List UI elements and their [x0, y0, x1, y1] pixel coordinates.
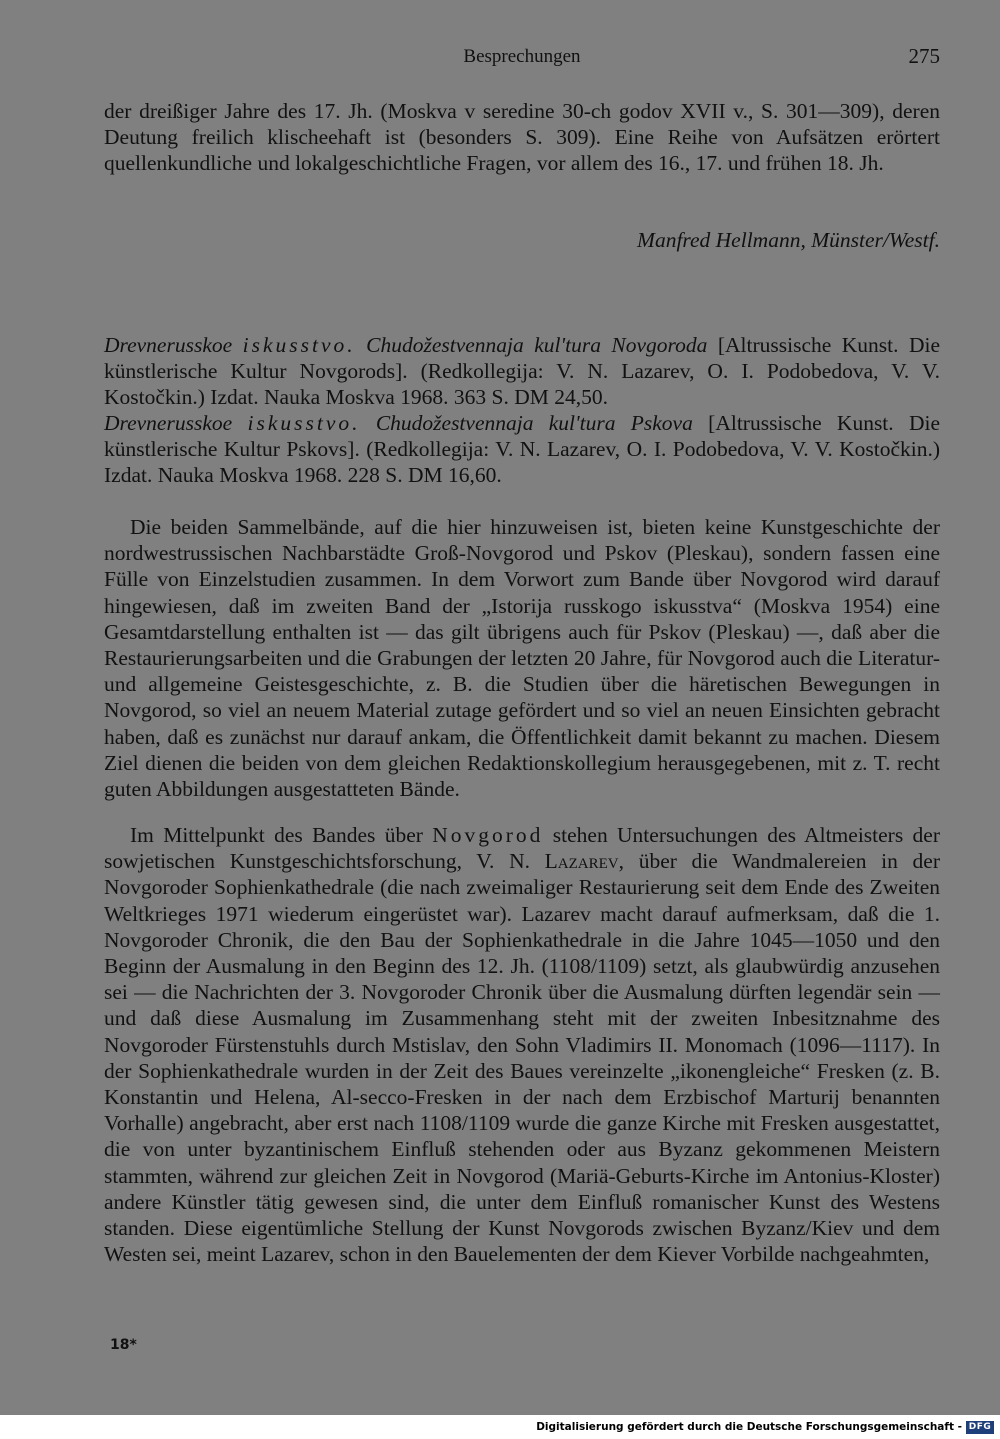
bib-title-part: Drevnerusskoe: [104, 333, 233, 357]
spaced-place-name: Novgorod: [432, 823, 544, 847]
signature-mark: 18*: [110, 1337, 137, 1353]
footer-text: Digitalisierung gefördert durch die Deutsche Forschungsgemeinschaft -: [536, 1421, 962, 1433]
page-number: 275: [908, 44, 940, 68]
bib-title-part: Chudožestvennaja kul'tura Novgoroda: [366, 333, 708, 357]
bib-title-spaced: iskusstvo.: [242, 333, 356, 357]
running-title: Besprechungen: [463, 46, 581, 67]
bib-details: [Altrussische Kunst. Die künstlerische Kultur Novgorods]. (Redkollegija: V. N. Lazarev, O. I. Podobedova, V. V. Kostočkin.) Izdat. Nauka Moskva 1968. 363 S. DM 24,50.: [104, 333, 941, 409]
bibliography-entry: [104, 410, 940, 488]
digitization-footer: [536, 1417, 994, 1437]
body-paragraph: [104, 822, 940, 1267]
bib-details: [Altrussische Kunst. Die künstlerische Kultur Pskovs]. (Redkollegija: V. N. Lazarev, O. I. Podobedova, V. V. Kostočkin.) Izdat. Nauka Moskva 1968. 228 S. DM 16,60.: [104, 411, 941, 487]
bib-title-part: Chudožestvennaja kul'tura Pskova: [375, 411, 693, 435]
author-name-smallcaps: Lazarev: [544, 849, 619, 874]
dfg-logo: DFG: [966, 1421, 994, 1434]
running-head: [104, 46, 940, 76]
bibliography-entry: [104, 332, 940, 410]
review-author: Manfred Hellmann, Münster/Westf.: [637, 228, 940, 252]
bib-title-spaced: iskusstvo.: [247, 411, 361, 435]
bib-title-part: Drevnerusskoe: [104, 411, 233, 435]
text-run: , über die Wandmalereien in der Novgoroder Sophienkathedrale (die nach zweimaliger Restaurierung seit dem Ende des Zweiten Weltkrieges 1971 wiederum eingerüstet war). Lazarev macht darauf aufmerksam, daß die 1. Novgoroder Chronik, die den Bau der Sophienkathedrale in die Jahre 1045—1050 und den Beginn der Ausmalung in den Beginn des 12. Jh. (1108/1109) setzt, als glaubwürdig anzusehen sei — die Nachrichten der 3. Novgoroder Chronik über die Ausmalung dürften legendär sein — und daß diese Ausmalung im Zusammenhang steht mit der zweiten Inbesitznahme des Novgoroder Fürstenstuhls durch Mstislav, den Sohn Vladimirs II. Monomach (1096—1117). In der Sophienkathedrale wurden in der Zeit des Baues vereinzelte „ikonengleiche“ Fresken (z. B. Konstantin und Helena, Al-secco-Fresken in der nach dem Erzbischof Marturij benannten Vorhalle) angebracht, aber erst nach 1108/1109 wurde die ganze Kirche mit Fresken ausgestattet, die von unter byzantinischem Einfluß stehenden oder aus Byzanz gekommenen Meistern stammten, während zur gleichen Zeit in Novgorod (Mariä-Geburts-Kirche im Antonius-Kloster) andere Künstler tätig gewesen sind, die unter dem Einfluß romanischer Kunst des Westens standen. Diese eigentümliche Stellung der Kunst Novgorods zwischen Byzanz/Kiev und dem Westen sei, meint Lazarev, schon in den Bauelementen der dem Kiever Vorbilde nachgeahmten,: [104, 849, 940, 1267]
text-run: stehen Untersuchungen des Altmeisters der sowjetischen Kunstgeschichtsforschung, V. N.: [104, 823, 940, 874]
intro-paragraph: der dreißiger Jahre des 17. Jh. (Moskva v seredine 30-ch godov XVII v., S. 301—309), deren Deutung freilich klischeehaft ist (besonders S. 309). Eine Reihe von Aufsätzen erörtert quellenkundliche und lokalgeschichtliche Fragen, vor allem des 16., 17. und frühen 18. Jh.: [104, 99, 940, 176]
body-paragraph: Die beiden Sammelbände, auf die hier hinzuweisen ist, bieten keine Kunstgeschichte der nordwestrussischen Nachbarstädte Groß-Novgorod und Pskov (Pleskau), sondern fassen eine Fülle von Einzelstudien zusammen. In dem Vorwort zum Bande über Novgorod wird darauf hingewiesen, daß im zweiten Band der „Istorija russkogo iskusstva“ (Moskva 1954) eine Gesamtdarstellung enthalten ist — das gilt übrigens auch für Pskov (Pleskau) —, daß aber die Restaurierungsarbeiten und die Grabungen der letzten 20 Jahre, für Novgorod auch die Literatur- und allgemeine Geistesgeschichte, z. B. die Studien über die häretischen Bewegungen in Novgorod, so viel an neuem Material zutage gefördert und so viel an neuen Einsichten gebracht haben, daß es zunächst nur darauf ankam, die Öffentlichkeit damit bekannt zu machen. Diesem Ziel dienen die beiden von dem gleichen Redaktionskollegium herausgegebenen, mit z. T. recht guten Abbildungen ausgestatteten Bände.: [104, 515, 940, 802]
text-run: Im Mittelpunkt des Bandes über: [130, 823, 433, 847]
